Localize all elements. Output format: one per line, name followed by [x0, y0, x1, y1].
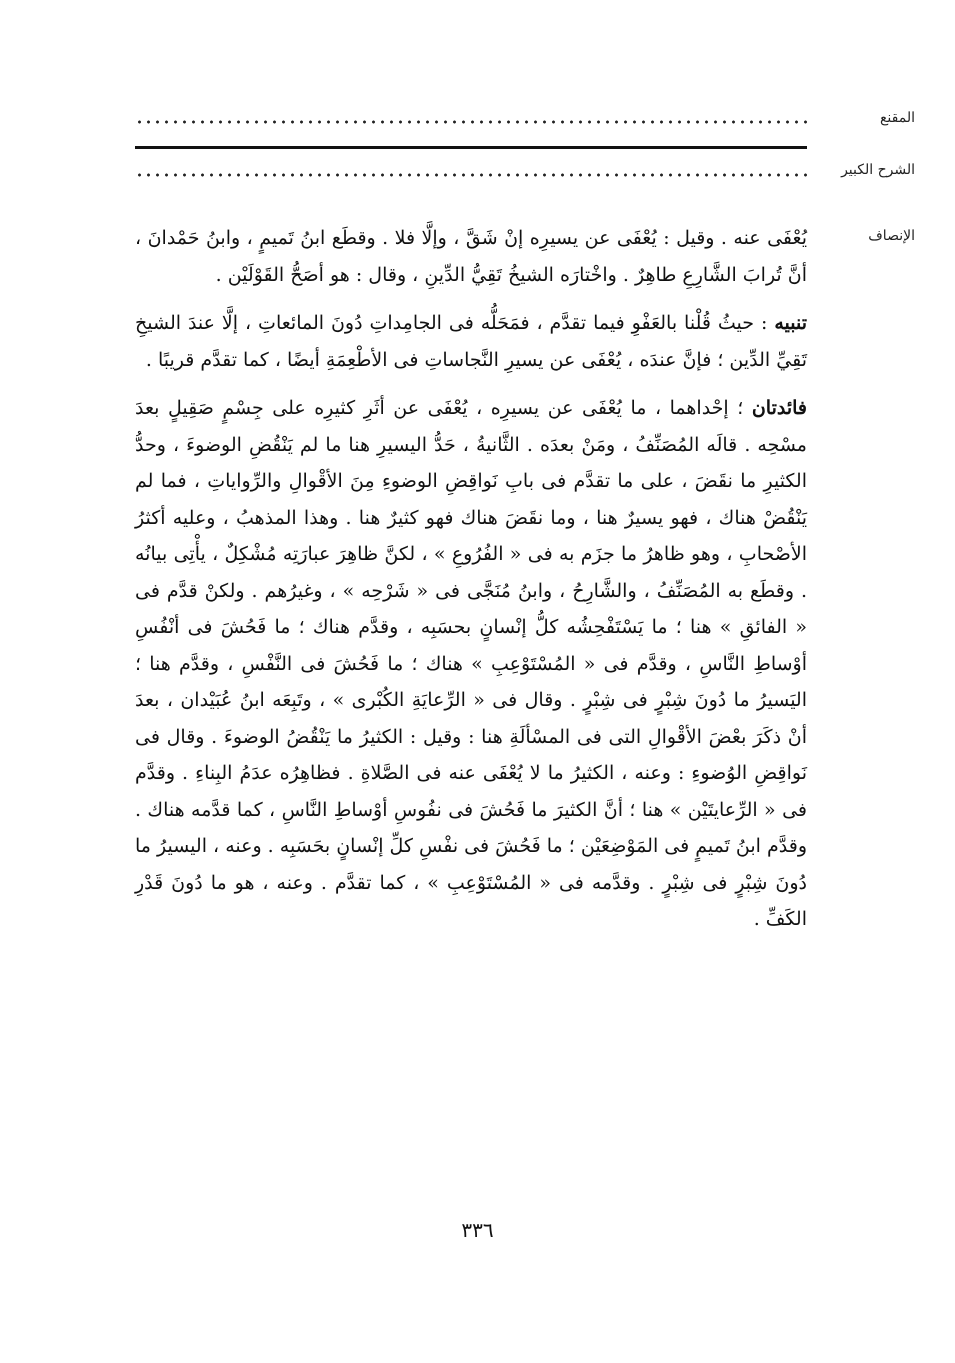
margin-label-insaf: الإنصاف: [868, 228, 915, 244]
margin-label-sharh: الشرح الكبير: [841, 162, 915, 178]
paragraph-tanbih: [135, 305, 807, 378]
page-number: ٣٣٦: [461, 1218, 494, 1242]
dotted-line-sharh: [135, 173, 807, 177]
dotted-line-muqni: [135, 120, 807, 124]
main-text-body: [135, 220, 807, 938]
paragraph-faidatan: [135, 390, 807, 938]
paragraph-faidatan-lead: فائدتان: [751, 397, 807, 419]
margin-label-muqni: المقنع: [879, 110, 915, 126]
paragraph-faidatan-text: ؛ إحْداهما ، ما يُعْفَى عن يسيرِه ، يُعْفَى عن أثَرِ كثيرِه على جِسْمٍ صَقِيلٍ بعدَ مسْحِه . قالَه المُصَنِّفُ ، ومَنْ بعدَه . الثَّانيةُ ، حَدُّ اليسيرِ هنا ما لم يَنْقُضِ الوضوءَ ، وحدُّ الكثيرِ ما نقَضَ ، على ما تقدَّم فى بابِ نَواقِضِ الوضوءِ مِنَ الأقْوالِ والرِّواياتِ ، فما لم يَنْقُضْ هناك ، فهو يسيرٌ هنا ، وما نقَضَ هناك فهو كثيرٌ هنا . وهذا المذهبُ ، وعليه أكثرُ الأصْحابِ ، وهو ظاهرُ ما جزَم به فى « الفُرُوعِ » ، لكنَّ ظاهِرَ عبارَتِه مُشْكِلٌ ، يأْتِى بيانُه . وقطَع به المُصَنِّفُ ، والشَّارِحُ ، وابنُ مُنَجَّى فى « شَرْحِه » ، وغيرُهم . ولكنْ قدَّم فى « الفائقِ » هنا ؛ ما يَسْتَفْحِشُه كلُّ إنْسانٍ بحسَبِه ، وقدَّم هناك ؛ ما فَحُشَ فى أنْفُسِ أوْساطِ النَّاسِ ، وقدَّم فى « المُسْتَوْعِبِ » هناك ؛ ما فَحُشَ فى النَّفْسِ ، وقدَّم هنا ؛ اليَسيرُ ما دُونَ شِبْرٍ فى شِبْرٍ . وقال فى « الرِّعايَةِ الكُبْرى » ، وتَبِعَه ابنُ عُبَيْدان ، بعدَ أنْ ذكَرَ بعْضَ الأقْوالِ التى فى المسْألَةِ هنا : وقيل : الكثيرُ ما يَنْقُضُ الوضوءَ . وقال فى نَواقِضِ الوُضوءِ : وعنه ، الكثيرُ ما لا يُعْفَى عنه فى الصَّلاةِ . فظاهِرُه عدَمُ البِناءِ . وقدَّم فى « الرِّعايتَيْن » هنا ؛ أنَّ الكثيرَ ما فَحُشَ فى نفُوسِ أوْساطِ النَّاسِ ، كما قدَّمه هناك . وقدَّم ابنُ تَميمٍ فى المَوْضِعَيْن ؛ ما فَحُشَ فى نفْسِ كلِّ إنْسانٍ بحَسَبِه . وعنه ، اليسيرُ ما دُونَ شِبْرٍ فى شِبْرٍ . وقدَّمه فى « المُسْتَوْعِبِ » ، كما تقدَّم . وعنه ، هو ما دُونَ قَدْرِ الكَفِّ .: [135, 397, 807, 930]
paragraph-1: [135, 220, 807, 293]
paragraph-tanbih-text: : حيثُ قُلْنا بالعَفْوِ فيما تقدَّم ، فمَحَلُّه فى الجامِداتِ دُونَ المائعاتِ ، إلَّا عندَ الشيخِ تَقِيِّ الدِّين ؛ فإنَّ عندَه ، يُعْفَى عن يسيرِ النَّجاساتِ فى الأطْعِمَةِ أيضًا ، كما تقدَّم قريبًا .: [135, 312, 807, 371]
paragraph-1-text: يُعْفَى عنه . وقيل : يُعْفَى عن يسيرِه إنْ شَقَّ ، وإلَّا فلا . وقطَع ابنُ تَميمٍ ، وابنُ حَمْدانَ ، أنَّ تُرابَ الشَّارِعِ طاهِرٌ . واخْتارَه الشيخُ تَقِيُّ الدِّينِ ، وقال : هو أصَحُّ القَوْلَيْن .: [135, 227, 807, 286]
section-divider-rule: [135, 146, 807, 149]
paragraph-tanbih-lead: تنبيه: [774, 312, 807, 334]
